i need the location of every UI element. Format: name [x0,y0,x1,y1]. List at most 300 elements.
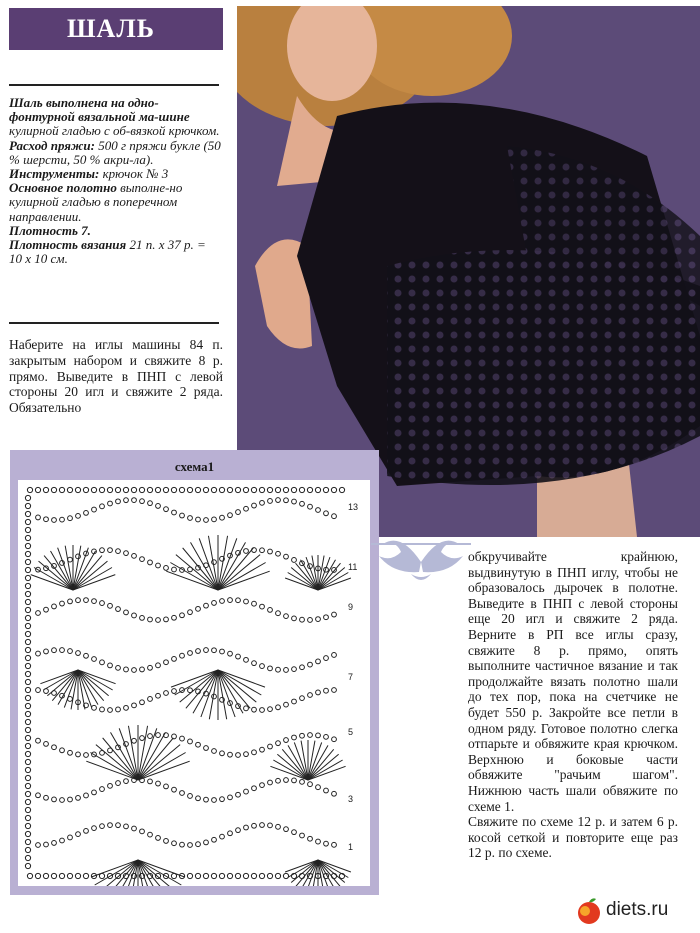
row-number: 5 [348,727,354,737]
chain-stitch [204,840,209,845]
chain-stitch [35,873,40,878]
chain-stitch [300,665,305,670]
chain-stitch [300,779,305,784]
divider [9,322,219,324]
chain-stitch [25,695,30,700]
chain-stitch [332,514,337,519]
chain-stitch [180,791,185,796]
chain-stitch [220,751,225,756]
chain-stitch [75,873,80,878]
chain-stitch [332,842,337,847]
chain-stitch [276,824,281,829]
chain-stitch [52,604,57,609]
chain-stitch [220,515,225,520]
chain-stitch [116,707,121,712]
chain-stitch [25,807,30,812]
chain-stitch [25,847,30,852]
chain-stitch [172,510,177,515]
chain-stitch [43,487,48,492]
chain-stitch [259,873,264,878]
chain-stitch [284,614,289,619]
crochet-scheme [10,450,379,895]
chain-stitch [268,823,273,828]
chain-stitch [76,752,81,757]
chain-stitch [220,649,225,654]
chain-stitch [25,535,30,540]
chain-stitch [51,873,56,878]
chain-stitch [236,510,241,515]
site-logo[interactable] [576,895,694,927]
chain-stitch [76,796,81,801]
chain-stitch [116,549,121,554]
chain-stitch [25,519,30,524]
chain-stitch [284,702,289,707]
chain-stitch [36,688,41,693]
chain-stitch [123,487,128,492]
chain-stitch [300,696,305,701]
chain-stitch [132,498,137,503]
chain-stitch [68,835,73,840]
chain-stitch [219,873,224,878]
chain-stitch [292,699,297,704]
chain-stitch [188,651,193,656]
chain-stitch [324,788,329,793]
chain-stitch [211,873,216,878]
chain-stitch [243,873,248,878]
chain-stitch [84,793,89,798]
chain-stitch [308,782,313,787]
chain-stitch [124,498,129,503]
chain-stitch [235,487,240,492]
page-title: ШАЛЬ [67,14,155,43]
chain-stitch [212,648,217,653]
chain-stitch [316,659,321,664]
chain-stitch [172,841,177,846]
chain-stitch [292,735,297,740]
chain-stitch [25,511,30,516]
chain-stitch [300,833,305,838]
spec-block [9,96,221,266]
chain-stitch [284,554,289,559]
chain-stitch [323,487,328,492]
chain-stitch [324,656,329,661]
chain-stitch [84,598,89,603]
chain-stitch [244,506,249,511]
chain-stitch [36,611,41,616]
chain-stitch [268,607,273,612]
chain-stitch [25,671,30,676]
chain-stitch [227,873,232,878]
chain-stitch [25,735,30,740]
chain-stitch [260,708,265,713]
chain-stitch [25,767,30,772]
chain-stitch [25,863,30,868]
chain-stitch [25,639,30,644]
spec-item: Расход пряжи: 500 г пряжи букле (50 % шерсти, 50 % акри-ла). [9,137,221,167]
chain-stitch [84,653,89,658]
chain-stitch [107,487,112,492]
chain-stitch [316,733,321,738]
chain-stitch [188,739,193,744]
chain-stitch [188,610,193,615]
chain-stitch [156,836,161,841]
stitch-line [175,670,218,695]
chain-stitch [187,487,192,492]
chain-stitch [324,511,329,516]
chain-stitch [60,601,65,606]
chain-stitch [276,551,281,556]
chain-stitch [212,749,217,754]
chain-stitch [284,827,289,832]
chain-stitch [180,736,185,741]
chain-stitch [283,487,288,492]
spec-item: Инструменты: крючок № 3 [9,166,169,182]
chain-stitch [25,591,30,596]
chain-stitch [140,829,145,834]
chain-stitch [100,504,105,509]
apple-icon [576,897,602,925]
chain-stitch [204,797,209,802]
chain-stitch [236,654,241,659]
chain-stitch [172,689,177,694]
chain-stitch [60,798,65,803]
chain-stitch [204,648,209,653]
chain-stitch [148,697,153,702]
chain-stitch [156,733,161,738]
chain-stitch [25,759,30,764]
stitch-line [90,753,138,781]
chain-stitch [83,873,88,878]
chain-stitch [124,824,129,829]
chain-stitch [59,487,64,492]
chain-stitch [204,603,209,608]
chain-stitch [156,563,161,568]
chain-stitch [292,778,297,783]
title-bar [9,8,223,50]
chain-stitch [276,705,281,710]
chain-stitch [267,487,272,492]
chain-stitch [52,648,57,653]
chain-stitch [172,615,177,620]
row-number: 1 [348,842,354,852]
chain-stitch [164,660,169,665]
chain-stitch [316,785,321,790]
chain-stitch [172,787,177,792]
chain-stitch [164,784,169,789]
chain-stitch [25,503,30,508]
chain-stitch [25,839,30,844]
chain-stitch [100,548,105,553]
stitch-line [138,753,186,781]
chain-stitch [25,543,30,548]
chain-stitch [140,667,145,672]
chain-stitch [292,667,297,672]
chain-stitch [164,839,169,844]
chain-stitch [195,873,200,878]
paragraph: обкручивайте крайнюю, выдвинутую в ПНП иглу, чтобы не образовалось дырочек в полотне. Выведите в ПНП с левой стороны еще 20 игл и свяжите 2 ряда. Верните в РП все иглы сразу, свяжите 8 р. прямо, опять выполните частичное вязание и так продолжайте вязать полотно шали до тех пор, пока на счетчике не будет 550 р. Закройте все петли в одном ряду. Готовое полотно слегка отпарьте и обвяжите края крючком. Верхнюю и боковые части обвяжите "рачьим шагом". Нижнюю часть шали обвяжите по схеме 1. [468,549,678,814]
chain-stitch [259,487,264,492]
chain-stitch [332,688,337,693]
chain-stitch [220,797,225,802]
row-number: 11 [348,562,358,572]
chain-stitch [332,737,337,742]
chain-stitch [276,498,281,503]
chain-stitch [36,651,41,656]
stitch-line [73,568,112,591]
chain-stitch [25,647,30,652]
chain-stitch [284,498,289,503]
chain-stitch [291,487,296,492]
chain-stitch [276,778,281,783]
chain-stitch [92,790,97,795]
chain-stitch [292,499,297,504]
chain-stitch [25,623,30,628]
chain-stitch [148,832,153,837]
chain-stitch [25,719,30,724]
chain-stitch [25,679,30,684]
chain-stitch [108,501,113,506]
chain-stitch [260,604,265,609]
chain-stitch [300,733,305,738]
stitch-line [170,563,218,591]
chain-stitch [268,707,273,712]
chain-stitch [260,664,265,669]
chain-stitch [51,487,56,492]
chain-stitch [300,617,305,622]
chain-stitch [100,707,105,712]
chain-stitch [156,618,161,623]
chain-stitch [140,557,145,562]
chain-stitch [284,738,289,743]
chain-stitch [25,711,30,716]
chain-stitch [25,783,30,788]
chain-stitch [99,487,104,492]
chain-stitch [52,797,57,802]
chain-stitch [260,747,265,752]
chain-stitch [196,517,201,522]
chain-stitch [236,828,241,833]
chain-stitch [171,487,176,492]
chain-stitch [124,667,129,672]
chain-stitch [36,515,41,520]
stitch-line [218,563,266,591]
chain-stitch [252,707,257,712]
chain-stitch [132,738,137,743]
stitch-line [95,860,138,885]
chain-stitch [25,607,30,612]
chain-stitch [131,487,136,492]
chain-stitch [268,499,273,504]
chain-stitch [68,599,73,604]
chain-stitch [76,651,81,656]
chain-stitch [283,873,288,878]
chain-stitch [292,616,297,621]
chain-stitch [308,693,313,698]
chain-stitch [44,649,49,654]
chain-stitch [108,708,113,713]
chain-stitch [204,746,209,751]
chain-stitch [25,599,30,604]
chain-stitch [252,750,257,755]
chain-stitch [25,703,30,708]
chain-stitch [275,487,280,492]
chain-stitch [148,665,153,670]
chain-stitch [52,518,57,523]
chain-stitch [196,742,201,747]
chain-stitch [244,657,249,662]
chain-stitch [84,828,89,833]
chain-stitch [339,487,344,492]
chain-stitch [132,703,137,708]
chain-stitch [228,831,233,836]
row-number: 3 [348,794,354,804]
chain-stitch [25,615,30,620]
chain-stitch [148,617,153,622]
chain-stitch [307,487,312,492]
chain-stitch [60,517,65,522]
chain-stitch [27,487,32,492]
chain-stitch [25,823,30,828]
chain-stitch [164,691,169,696]
chain-stitch [228,513,233,518]
chain-stitch [60,748,65,753]
chain-stitch [196,796,201,801]
chain-stitch [260,783,265,788]
chain-stitch [252,823,257,828]
chain-stitch [196,842,201,847]
chain-stitch [44,517,49,522]
chain-stitch [227,487,232,492]
chain-stitch [52,841,57,846]
chain-stitch [156,663,161,668]
chain-stitch [164,617,169,622]
chain-stitch [67,487,72,492]
chain-stitch [180,653,185,658]
chain-stitch [43,873,48,878]
chain-stitch [25,655,30,660]
chain-stitch [251,873,256,878]
chain-stitch [300,501,305,506]
chain-stitch [132,553,137,558]
chain-stitch [76,513,81,518]
paragraph: Свяжите по схеме 12 р. и затем 6 р. косой сеткой и повторите еще раз 12 р. по схеме. [468,814,678,861]
chain-stitch [116,607,121,612]
chain-stitch [68,797,73,802]
chain-stitch [59,873,64,878]
chain-stitch [25,855,30,860]
chain-stitch [188,843,193,848]
chain-stitch [148,501,153,506]
chain-stitch [124,610,129,615]
chain-stitch [60,648,65,653]
chain-stitch [268,744,273,749]
chain-stitch [25,791,30,796]
chain-stitch [25,687,30,692]
chain-stitch [276,667,281,672]
chain-stitch [212,601,217,606]
chain-stitch [267,873,272,878]
instructions-left: Наберите на иглы машины 84 п. закрытым набором и свяжите 8 р. прямо. Выведите в ПНП с левой стороны 20 игл и свяжите 2 ряда. Обязательно [9,337,223,416]
chain-stitch [276,741,281,746]
chain-stitch [251,487,256,492]
chain-stitch [25,751,30,756]
chain-stitch [324,615,329,620]
chain-stitch [172,734,177,739]
divider [9,84,219,86]
chain-stitch [204,518,209,523]
chain-stitch [100,824,105,829]
chain-stitch [140,499,145,504]
chain-stitch [124,551,129,556]
scheme-diagram [18,480,370,886]
chain-stitch [260,823,265,828]
chain-stitch [25,575,30,580]
chain-stitch [132,826,137,831]
chain-stitch [92,507,97,512]
chain-stitch [76,832,81,837]
chain-stitch [308,836,313,841]
chain-stitch [308,733,313,738]
chain-stitch [331,873,336,878]
chain-stitch [132,668,137,673]
chain-stitch [139,487,144,492]
chain-stitch [76,598,81,603]
chain-stitch [196,649,201,654]
chain-stitch [324,688,329,693]
chain-stitch [292,558,297,563]
chain-stitch [324,841,329,846]
chain-stitch [260,500,265,505]
chain-stitch [236,598,241,603]
chain-stitch [25,583,30,588]
chain-stitch [25,775,30,780]
chain-stitch [44,607,49,612]
chain-stitch [25,631,30,636]
chain-stitch [25,743,30,748]
chain-stitch [25,831,30,836]
chain-stitch [92,705,97,710]
chain-stitch [244,599,249,604]
chain-stitch [100,787,105,792]
chain-stitch [244,752,249,757]
chain-stitch [148,734,153,739]
chain-stitch [140,736,145,741]
chain-stitch [331,487,336,492]
chain-stitch [196,606,201,611]
chain-stitch [332,653,337,658]
chain-stitch [284,668,289,673]
chain-stitch [180,842,185,847]
chain-stitch [36,738,41,743]
chain-stitch [92,826,97,831]
chain-stitch [299,487,304,492]
chain-stitch [124,705,129,710]
chain-stitch [25,799,30,804]
chain-stitch [203,487,208,492]
row-number: 7 [348,672,354,682]
chain-stitch [315,487,320,492]
chain-stitch [228,795,233,800]
chain-stitch [25,567,30,572]
chain-stitch [75,487,80,492]
logo-text: diets.ru [606,899,669,920]
chain-stitch [116,823,121,828]
chain-stitch [228,752,233,757]
chain-stitch [35,487,40,492]
chain-stitch [84,753,89,758]
chain-stitch [60,838,65,843]
chain-stitch [91,487,96,492]
